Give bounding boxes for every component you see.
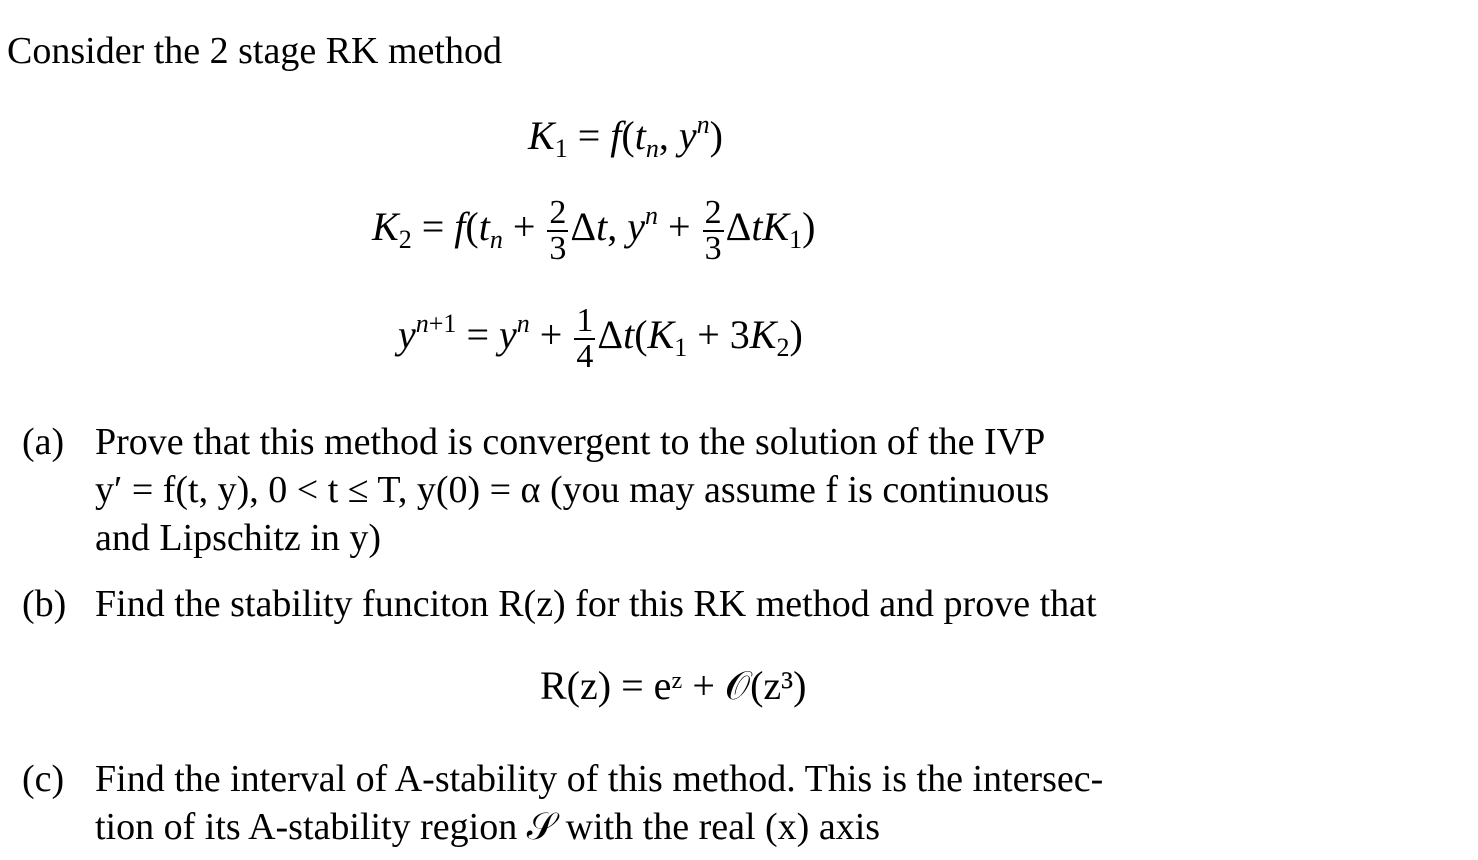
item-c	[0, 755, 1478, 855]
equation-stability-function-text: R(z) = eᶻ + 𝒪(z³)	[540, 663, 807, 708]
item-c-label: (c)	[22, 758, 65, 800]
item-b-line1: Find the stability funciton R(z) for this RK method and prove that	[95, 583, 1097, 625]
item-a	[0, 418, 1478, 568]
equation-k2: $K_2 = f(t_n$ + $\frac{2}{3}$ Δt, $y^n$ + $\frac{2}{3}$ ΔtK$_1$)	[372, 194, 816, 267]
item-a-line1-text: Prove that this method is convergent to the solution of the IVP	[95, 421, 1046, 463]
item-a-body	[95, 418, 1315, 562]
item-b-body	[95, 580, 1315, 628]
intro-text: Consider the 2 stage RK method	[7, 30, 502, 72]
item-a-line2: y′ = f(t, y), 0 < t ≤ T, y(0) = α (you may assume f is continuous	[95, 469, 1050, 511]
equation-update: $y^{n+1} = y^n$ + $\frac{1}{4}$ $\Delta t(K_1 + 3K_2)$	[398, 302, 803, 375]
item-c-line1: Find the interval of A-stability of this method. This is the intersec-	[95, 758, 1104, 800]
item-a-line1	[95, 418, 1315, 466]
equation-k1: $K_1 = f(t_n$, $y^n$)	[528, 110, 723, 163]
item-c-line2: tion of its A-stability region 𝒮 with the real (x) axis	[95, 806, 881, 848]
item-a-line3: and Lipschitz in y)	[95, 517, 381, 559]
item-c-body	[95, 755, 1315, 851]
item-b	[0, 580, 1478, 630]
equation-stability-function	[540, 662, 807, 709]
item-a-label: (a)	[22, 421, 65, 463]
item-b-label: (b)	[22, 583, 67, 625]
